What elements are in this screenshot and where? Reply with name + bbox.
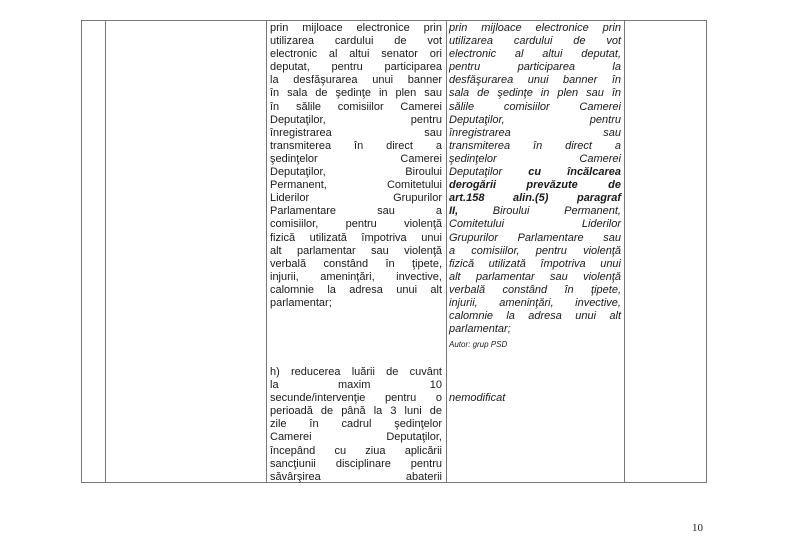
text-segment: a comisiilor, pentru violenţă	[449, 244, 621, 257]
text-segment: alt parlamentar sau violenţă	[449, 270, 621, 283]
text-segment: Liderilor Grupurilor	[270, 192, 442, 205]
text-segment: săvârşirea abaterii	[270, 470, 442, 483]
text-segment: electronic al altui senator ori	[270, 48, 442, 61]
text-segment: utilizarea cardului de vot	[270, 35, 442, 48]
current-text-block-1	[270, 22, 442, 310]
text-line	[270, 192, 442, 205]
text-segment: sancţiunii disciplinare pentru	[270, 457, 442, 470]
text-segment: zile în cadrul şedinţelor	[270, 418, 442, 431]
text-segment: şedinţelor Camerei	[270, 152, 442, 165]
text-line	[270, 405, 442, 418]
text-segment: Deputaţilor, Biroului	[270, 166, 442, 179]
text-segment: Deputaţilor	[449, 166, 529, 179]
column-divider	[105, 20, 106, 482]
text-segment: Permanent, Comitetului	[270, 179, 442, 192]
text-segment: transmiterea în direct a	[270, 139, 442, 152]
text-line	[270, 179, 442, 192]
text-segment: începând cu ziua aplicării	[270, 444, 442, 457]
text-line	[270, 458, 442, 471]
text-line	[270, 74, 442, 87]
text-line	[270, 61, 442, 74]
text-line	[449, 205, 621, 218]
text-line	[449, 74, 621, 87]
text-line	[449, 323, 621, 336]
bold-text: art.158 alin.(5) paragraf	[449, 192, 621, 205]
text-line	[270, 232, 442, 245]
bold-text: cu încălcarea	[528, 166, 621, 179]
text-line	[449, 218, 621, 231]
text-line	[449, 297, 621, 310]
text-line	[270, 258, 442, 271]
text-line	[270, 218, 442, 231]
text-segment: Parlamentare sau a	[270, 205, 442, 218]
text-line	[270, 114, 442, 127]
text-line	[449, 48, 621, 61]
text-segment: sălile comisiilor Camerei	[449, 100, 621, 113]
text-segment: la desfăşurarea unui banner	[270, 74, 442, 87]
text-line	[270, 127, 442, 140]
text-segment: parlamentar;	[449, 323, 511, 336]
text-line	[449, 232, 621, 245]
column-divider	[624, 20, 625, 482]
text-line	[449, 114, 621, 127]
text-line	[449, 153, 621, 166]
bold-text: II,	[449, 205, 459, 218]
text-segment: injurii, ameninţări, invective,	[449, 296, 621, 309]
text-segment: şedinţelor Camerei	[449, 152, 621, 165]
text-segment: Comitetului Liderilor	[449, 218, 621, 231]
text-segment: înregistrarea sau	[270, 126, 442, 139]
table-top-border	[81, 20, 707, 21]
text-segment: parlamentar;	[270, 296, 332, 309]
current-text-block-2	[270, 366, 442, 484]
text-segment: Deputaţilor, pentru	[270, 113, 442, 126]
text-line	[449, 284, 621, 297]
text-line	[449, 61, 621, 74]
text-segment: în sălile comisiilor Camerei	[270, 100, 442, 113]
text-segment: desfăşurarea unui banner în	[449, 74, 621, 87]
text-line	[449, 179, 621, 192]
text-line	[270, 22, 442, 35]
text-segment: electronic al altui deputat,	[449, 48, 621, 61]
amendment-text-block-1	[449, 22, 621, 336]
column-divider	[706, 20, 707, 482]
text-line	[449, 192, 621, 205]
text-line	[270, 471, 442, 484]
text-segment: pentru participarea la	[449, 61, 621, 74]
text-line	[449, 258, 621, 271]
text-line	[270, 153, 442, 166]
text-segment: calomnie la adresa unui alt	[270, 283, 442, 296]
text-line	[270, 166, 442, 179]
text-segment: injurii, ameninţări, invective,	[270, 270, 442, 283]
text-line	[270, 379, 442, 392]
column-divider	[81, 20, 82, 482]
text-segment: Grupurilor Parlamentare sau	[449, 231, 621, 244]
text-line	[449, 101, 621, 114]
text-line	[449, 127, 621, 140]
text-segment: Deputaţilor, pentru	[449, 113, 621, 126]
text-segment: Camerei Deputaţilor,	[270, 431, 442, 444]
text-line	[270, 48, 442, 61]
text-segment: utilizarea cardului de vot	[449, 35, 621, 48]
text-line	[449, 140, 621, 153]
column-divider	[446, 20, 447, 482]
text-segment: calomnie la adresa unui alt	[449, 310, 621, 323]
text-line	[270, 87, 442, 100]
text-line	[270, 245, 442, 258]
text-segment: fizică utilizată împotriva unui	[449, 257, 621, 270]
text-segment: h) reducerea luării de cuvânt	[270, 366, 442, 378]
text-line	[449, 22, 621, 35]
text-line	[270, 392, 442, 405]
text-line	[449, 166, 621, 179]
text-line	[270, 205, 442, 218]
text-line	[449, 35, 621, 48]
page-number: 10	[692, 522, 703, 534]
text-line	[270, 445, 442, 458]
text-line	[270, 101, 442, 114]
text-line	[270, 431, 442, 444]
column-divider	[266, 20, 267, 482]
text-line	[270, 418, 442, 431]
text-line	[270, 284, 442, 297]
text-line	[449, 87, 621, 100]
text-segment: comisiilor, pentru violenţă	[270, 218, 442, 231]
text-line	[270, 35, 442, 48]
text-line	[449, 245, 621, 258]
text-segment: perioadă de până la 3 luni de	[270, 405, 442, 418]
text-segment: deputat, pentru participarea	[270, 61, 442, 74]
text-line	[270, 271, 442, 284]
text-line	[270, 366, 442, 379]
text-segment: la maxim 10	[270, 379, 442, 392]
text-segment: transmiterea în direct a	[449, 139, 621, 152]
text-segment: verbală constând în ţipete,	[449, 283, 621, 296]
amendment-unchanged: nemodificat	[449, 392, 506, 404]
text-segment: în sala de şedinţe in plen sau	[270, 87, 442, 100]
amendment-author: Autor: grup PSD	[449, 340, 508, 349]
text-line	[270, 297, 442, 310]
text-segment: secunde/intervenţie pentru o	[270, 392, 442, 405]
text-line	[270, 140, 442, 153]
text-segment: înregistrarea sau	[449, 126, 621, 139]
text-segment: sala de şedinţe in plen sau în	[449, 87, 621, 100]
bold-text: derogării prevăzute de	[449, 179, 621, 192]
text-segment: verbală constând în ţipete,	[270, 257, 442, 270]
text-line	[449, 271, 621, 284]
text-segment: alt parlamentar sau violenţă	[270, 244, 442, 257]
text-segment: fizică utilizată împotriva unui	[270, 231, 442, 244]
text-line	[449, 310, 621, 323]
text-segment: prin mijloace electronice prin	[449, 22, 621, 34]
text-segment: prin mijloace electronice prin	[270, 22, 442, 34]
text-segment: Biroului Permanent,	[458, 205, 621, 218]
